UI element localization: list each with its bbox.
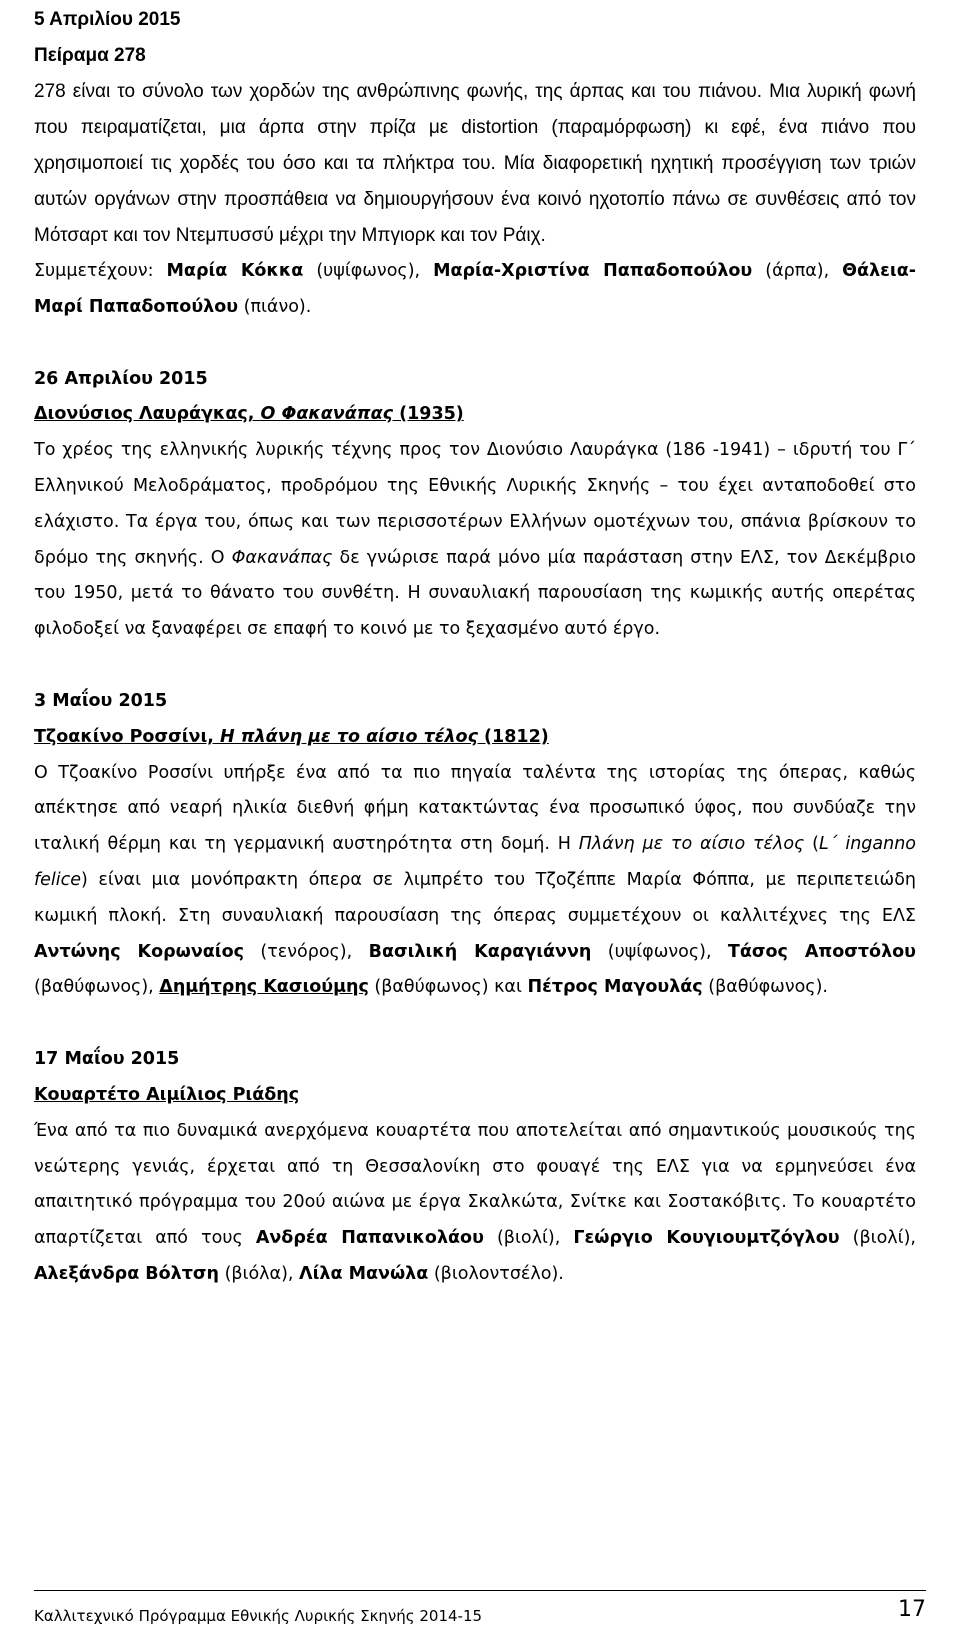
performer-role: (βαθύφωνος), [34,977,160,998]
performer-name: Αλεξάνδρα Βόλτση [34,1263,219,1284]
document-content [34,2,916,1329]
performer-name: Βασιλική Καραγιάννη [368,941,592,962]
event-description [34,74,916,254]
event-title [34,397,916,433]
performer-name: Λίλα Μανώλα [299,1263,429,1284]
work-year: (1812) [477,726,549,747]
performer-name: Δημήτρης Κασιούμης [159,977,369,998]
performer-name: Θάλεια- Μαρί Παπαδοπούλου [34,261,916,317]
event-description [34,1114,916,1293]
performer-role: (βιόλα), [219,1263,300,1284]
description-text: ( [804,834,819,855]
description-text: Ένα από τα πιο δυναμικά ανερχόμενα κουαρτέτα που αποτελείται από σημαντικούς μουσικούς της νεώτερης γενιάς, έρχεται από τη Θεσσαλονίκη στο φουαγέ της ΕΛΣ για να ερμηνεύσει ένα απαιτητικό πρόγραμμα του 20ού αιώνα με έργα Σκαλκώτα, Σνίτκε και Σοστακόβιτς. Το κουαρτέτο απαρτίζεται από τους [34,1120,916,1249]
event-date: 3 Μαΐου 2015 [34,690,168,711]
footer-text: Καλλιτεχνικό Πρόγραμμα Εθνικής Λυρικής Σκηνής 2014-15 [34,1607,483,1625]
performer-name: Τάσος Αποστόλου [727,941,916,962]
event-entry [34,684,916,1006]
page-footer [34,1590,926,1631]
performer-name: Μαρία-Χριστίνα Παπαδοπούλου [433,261,753,281]
performer-role: (υψίφωνος), [303,261,434,281]
performer-name: Πέτρος Μαγουλάς [527,977,703,998]
event-title: Κουαρτέτο Αιμίλιος Ριάδης [34,1084,300,1105]
work-title-inline: Πλάνη με το αίσιο τέλος [578,834,805,855]
description-text: 278 είναι το σύνολο των χορδών της ανθρώπινης φωνής, της άρπας και του πιάνου. Μια λυρική φωνή που πειραματίζεται, μια άρπα στην πρίζα με distortion (παραμόρφωση) κι εφέ, ένα πιάνο που χρησιμοποιεί τις χορδές του όσο και τα πλήκτρα του. Μία διαφορετική ηχητική προσέγγιση των τριών αυτών οργάνων στην προσπάθεια να δημιουργήσουν ένα κοινό ηχοτοπίο πάνω σε συνθέσεις από τον Μότσαρτ και τον Ντεμπυσσύ μέχρι την Μπγιορκ και τον Ράιχ. [34,81,916,246]
event-entry [34,1042,916,1293]
description-text: δε γνώρισε παρά μόνο μία παράσταση στην ΕΛΣ, τον Δεκέμβριο του 1950, μετά το θάνατο του συνθέτη. Η συναυλιακή παρουσίαση της κωμικής αυτής οπερέτας φιλοδοξεί να ξαναφέρει σε επαφή το κοινό με το ξεχασμένο αυτό έργο. [34,547,916,640]
work-year: (1935) [393,404,464,425]
work-original-title: L΄ inganno felice [34,834,917,890]
event-date: 17 Μαΐου 2015 [34,1049,180,1070]
performer-role: (τενόρος), [244,941,369,962]
performer-name: Γεώργιο Κουγιουμτζόγλου [573,1228,840,1249]
work-title: Η πλάνη με το αίσιο τέλος [220,726,478,747]
performer-role: (βιολί), [839,1228,916,1249]
event-date: 26 Απριλίου 2015 [34,368,208,389]
work-title: Ο Φακανάπας [260,404,393,425]
page-number: 17 [898,1597,926,1622]
description-text: ) είναι μια μονόπρακτη όπερα σε λιμπρέτο του Τζοζέππε Μαρία Φόππα, με περιπετειώδη κωμική πλοκή. Στη συναυλιακή παρουσίαση της όπερας συμμετέχουν οι καλλιτέχνες της ΕΛΣ [34,869,916,926]
performer-name: Μαρία Κόκκα [166,261,304,281]
event-date: 5 Απριλίου 2015 [34,9,181,30]
performer-role: (βιολοντσέλο). [428,1263,564,1284]
performer-name: Αντώνης Κορωναίος [34,941,245,962]
description-text: Ο Τζοακίνο Ροσσίνι υπήρξε ένα από τα πιο πηγαία ταλέντα της ιστορίας της όπερας, καθώς απέκτησε από νεαρή ηλικία διεθνή φήμη κατακτώντας ένα προσωπικό ύφος, που συνδύαζε την ιταλική θέρμη και τη γερμανική αυστηρότητα στη δομή. Η [34,762,916,855]
participants-line [34,254,916,326]
performer-role: (βιολί), [483,1228,574,1249]
participants-label: Συμμετέχουν: [34,261,167,281]
event-title [34,720,916,756]
performer-role: (βαθύφωνος). [702,977,828,998]
event-title: Πείραμα 278 [34,45,146,66]
event-entry [34,362,916,648]
performer-role: (βαθύφωνος) και [368,977,528,998]
performer-name: Ανδρέα Παπανικολάου [255,1228,484,1249]
description-text: Το χρέος της ελληνικής λυρικής τέχνης προς τον Διονύσιο Λαυράγκα (186 -1941) – ιδρυτή του Γ΄ Ελληνικού Μελοδράματος, προδρόμου της Εθνικής Λυρικής Σκηνής – του έχει ανταποδοθεί στο ελάχιστο. Τα έργα του, όπως και των περισσοτέρων Ελλήνων ομοτέχνων του, σπάνια βρίσκουν το δρόμο της σκηνής. Ο [34,440,916,568]
event-description [34,756,916,1007]
composer-name: Τζοακίνο Ροσσίνι, [34,726,221,747]
work-title-inline: Φακανάπας [231,547,333,568]
performer-role: (υψίφωνος), [591,941,728,962]
event-entry [34,2,916,326]
performer-role: (πιάνο). [238,296,312,317]
composer-name: Διονύσιος Λαυράγκας, [34,404,261,425]
performer-role: (άρπα), [752,261,843,281]
event-description [34,433,916,648]
